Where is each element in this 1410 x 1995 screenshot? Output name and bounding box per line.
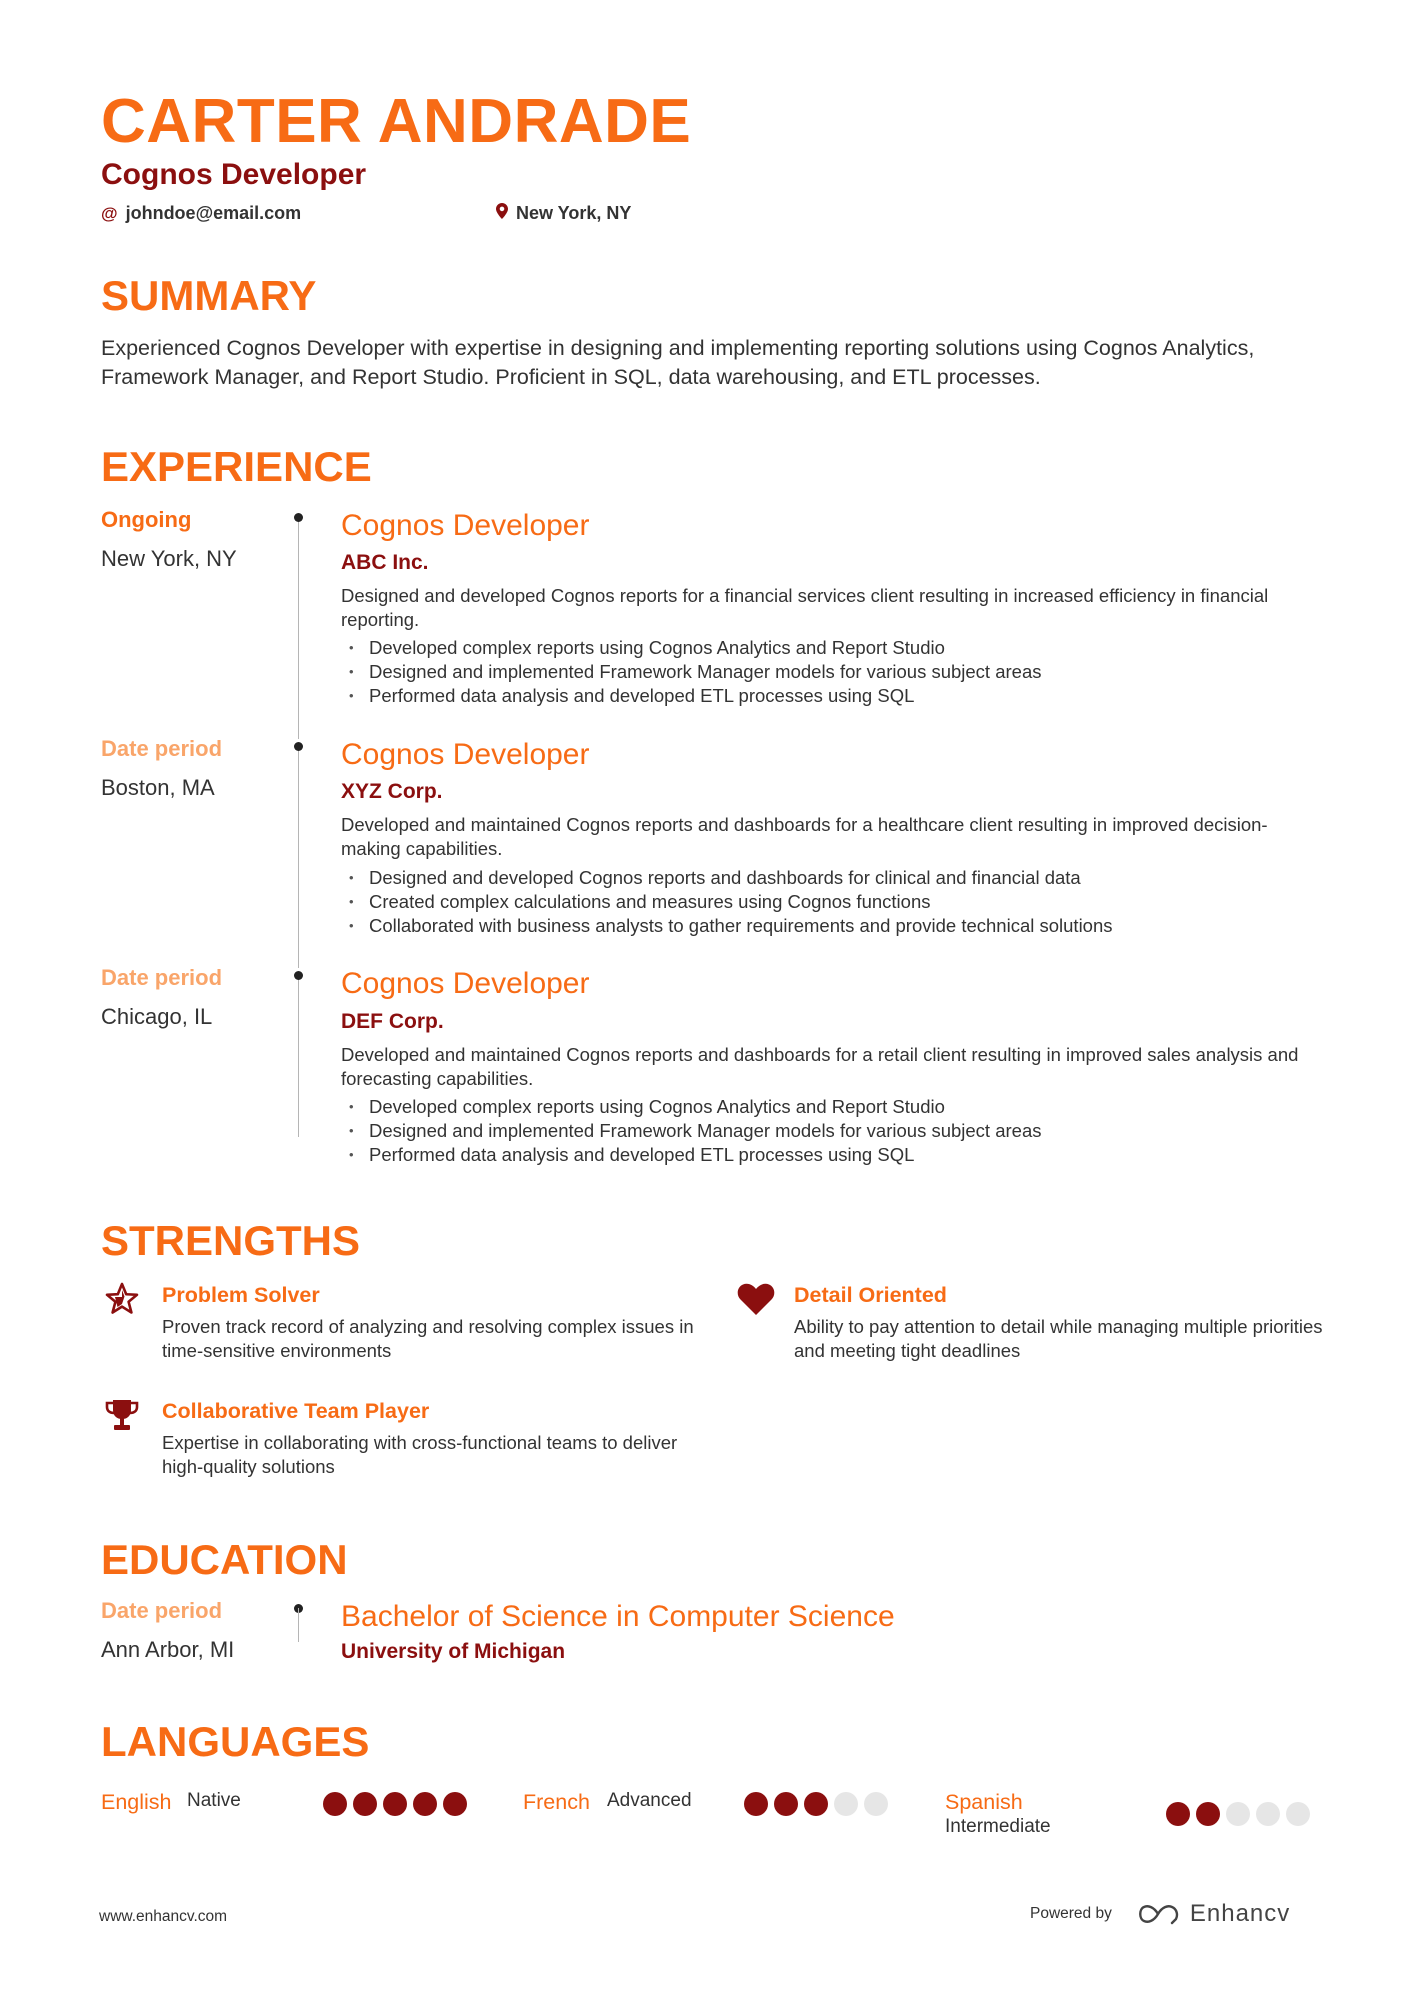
timeline-line xyxy=(298,746,299,968)
footer-branding xyxy=(1030,1900,1290,1928)
experience-company: DEF Corp. xyxy=(341,1010,444,1033)
strength-title: Detail Oriented xyxy=(794,1283,947,1307)
contact-location xyxy=(496,203,631,224)
trophy-icon xyxy=(104,1397,140,1433)
experience-bullets xyxy=(341,636,1321,708)
language-level: Advanced xyxy=(607,1790,692,1811)
heart-icon xyxy=(736,1281,772,1317)
enhancv-logo[interactable] xyxy=(1136,1900,1290,1928)
experience-date: Date period xyxy=(101,965,223,990)
experience-company: ABC Inc. xyxy=(341,551,429,574)
list-item: • Designed and developed Cognos reports and dashboards for clinical and financial data xyxy=(341,866,1321,890)
rating-dot-empty xyxy=(1256,1802,1280,1826)
education-location: Ann Arbor, MI xyxy=(101,1637,235,1662)
summary-heading: SUMMARY xyxy=(101,272,317,319)
rating-dot-filled xyxy=(353,1792,377,1816)
enhancv-logo-icon xyxy=(1136,1902,1182,1926)
contact-email[interactable] xyxy=(101,203,301,224)
rating-dot-filled xyxy=(323,1792,347,1816)
experience-heading: EXPERIENCE xyxy=(101,443,372,490)
at-icon: @ xyxy=(101,203,118,223)
language-level: Intermediate xyxy=(945,1816,1051,1837)
rating-dot-filled xyxy=(1166,1802,1190,1826)
footer-website[interactable]: www.enhancv.com xyxy=(99,1908,228,1925)
experience-role: Cognos Developer xyxy=(341,738,590,771)
timeline-dot xyxy=(294,513,303,522)
location-text: New York, NY xyxy=(516,203,632,223)
rating-dot-empty xyxy=(834,1792,858,1816)
experience-location: Boston, MA xyxy=(101,775,215,800)
rating-dot-filled xyxy=(774,1792,798,1816)
strength-description: Ability to pay attention to detail while managing multiple priorities and meeting tight deadlines xyxy=(794,1316,1323,1361)
experience-location: Chicago, IL xyxy=(101,1004,213,1029)
strength-description: Proven track record of analyzing and resolving complex issues in time-sensitive environments xyxy=(162,1316,694,1361)
candidate-name: CARTER ANDRADE xyxy=(101,87,692,156)
languages-heading: LANGUAGES xyxy=(101,1718,370,1765)
candidate-title: Cognos Developer xyxy=(101,158,367,191)
list-item: • Created complex calculations and measures using Cognos functions xyxy=(341,890,1321,914)
list-item: • Designed and implemented Framework Manager models for various subject areas xyxy=(341,1119,1321,1143)
strength-title: Problem Solver xyxy=(162,1283,320,1307)
star-icon xyxy=(104,1281,140,1317)
list-item: • Developed complex reports using Cognos Analytics and Report Studio xyxy=(341,1095,1321,1119)
experience-company: XYZ Corp. xyxy=(341,780,443,803)
experience-description: Developed and maintained Cognos reports and dashboards for a retail client resulting in improved sales analysis and forecasting capabilities. xyxy=(341,1044,1299,1089)
rating-dot-filled xyxy=(804,1792,828,1816)
list-item: • Developed complex reports using Cognos Analytics and Report Studio xyxy=(341,636,1321,660)
experience-role: Cognos Developer xyxy=(341,509,590,542)
experience-description: Designed and developed Cognos reports for a financial services client resulting in increased efficiency in financial reporting. xyxy=(341,585,1269,630)
experience-date: Date period xyxy=(101,736,223,761)
timeline-dot xyxy=(294,971,303,980)
language-rating xyxy=(323,1792,467,1816)
rating-dot-filled xyxy=(413,1792,437,1816)
experience-description: Developed and maintained Cognos reports and dashboards for a healthcare client resulting in improved decision-making capabilities. xyxy=(341,814,1268,859)
list-item: • Designed and implemented Framework Manager models for various subject areas xyxy=(341,660,1321,684)
rating-dot-empty xyxy=(1226,1802,1250,1826)
language-name: Spanish xyxy=(945,1790,1023,1814)
strengths-heading: STRENGTHS xyxy=(101,1217,361,1264)
timeline-line xyxy=(298,975,299,1137)
experience-role: Cognos Developer xyxy=(341,967,590,1000)
summary-text: Experienced Cognos Developer with expertise in designing and implementing reporting solutions using Cognos Analytics, Framework Manager, and Report Studio. Proficient in SQL, data warehousing, and ETL processes. xyxy=(101,336,1255,389)
experience-bullets xyxy=(341,1095,1321,1167)
education-date: Date period xyxy=(101,1598,223,1623)
list-item: • Performed data analysis and developed ETL processes using SQL xyxy=(341,684,1321,708)
list-item: • Collaborated with business analysts to gather requirements and provide technical solutions xyxy=(341,914,1321,938)
strength-title: Collaborative Team Player xyxy=(162,1399,430,1423)
language-level: Native xyxy=(187,1790,241,1811)
powered-by-label: Powered by xyxy=(1030,1905,1112,1922)
list-item: • Performed data analysis and developed ETL processes using SQL xyxy=(341,1143,1321,1167)
rating-dot-empty xyxy=(864,1792,888,1816)
language-rating xyxy=(744,1792,888,1816)
timeline-dot xyxy=(294,742,303,751)
timeline-line xyxy=(298,517,299,739)
rating-dot-filled xyxy=(1196,1802,1220,1826)
rating-dot-filled xyxy=(443,1792,467,1816)
rating-dot-filled xyxy=(383,1792,407,1816)
experience-bullets xyxy=(341,866,1321,938)
education-school: University of Michigan xyxy=(341,1640,566,1663)
experience-location: New York, NY xyxy=(101,546,237,571)
map-pin-icon xyxy=(496,203,508,224)
experience-date: Ongoing xyxy=(101,507,192,532)
education-heading: EDUCATION xyxy=(101,1536,348,1583)
language-rating xyxy=(1166,1802,1310,1826)
language-name: French xyxy=(523,1790,590,1814)
rating-dot-filled xyxy=(744,1792,768,1816)
language-name: English xyxy=(101,1790,172,1814)
education-degree: Bachelor of Science in Computer Science xyxy=(341,1600,895,1633)
rating-dot-empty xyxy=(1286,1802,1310,1826)
timeline-line xyxy=(298,1608,299,1642)
strength-description: Expertise in collaborating with cross-functional teams to deliver high-quality solutions xyxy=(162,1432,678,1477)
brand-name: Enhancv xyxy=(1189,1900,1291,1927)
email-text: johndoe@email.com xyxy=(125,203,302,223)
